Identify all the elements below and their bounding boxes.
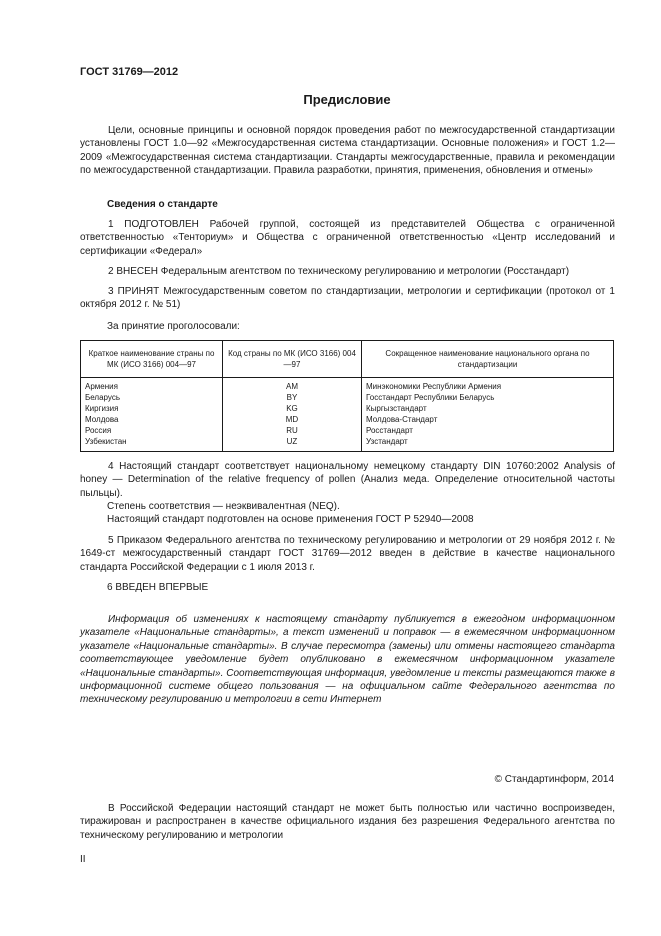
national-body-cell: Узстандарт	[366, 437, 408, 446]
code-cell: RU	[286, 426, 298, 435]
section-heading: Сведения о стандарте	[107, 199, 218, 210]
item-6-first-introduced: 6 ВВЕДЕН ВПЕРВЫЕ	[107, 582, 209, 593]
country-column	[81, 378, 223, 452]
item-2-introduced: 2 ВНЕСЕН Федеральным агентством по техническому регулированию и метрологии (Росстандарт)	[108, 266, 570, 277]
country-cell: Узбекистан	[85, 437, 127, 446]
item-3-adopted: 3 ПРИНЯТ Межгосударственным советом по стандартизации, метрологии и сертификации (протокол от 1 октября 2012 г. № 51)	[80, 286, 615, 311]
copyright-notice: © Стандартинформ, 2014	[494, 774, 614, 785]
item-4-basis: Настоящий стандарт подготовлен на основе применения ГОСТ Р 52940—2008	[107, 514, 474, 525]
code-cell: BY	[286, 393, 298, 402]
change-info-notice: Информация об изменениях к настоящему стандарту публикуется в ежегодном информационном указателе «Национальные стандарты», а текст изменений и поправок — в ежемесячном информационном указателе «Национальные стандарты». В случае пересмотра (замены) или отмены настоящего стандарта соответствующее уведомление будет опубликовано в ежемесячном информационном указателе «Национальные стандарты». Соответствующая информация, уведомление и тексты размещаются также в информационной системе общего пользования — на официальном сайте Федерального агентства по техническому регулированию и метрологии в сети Интернет	[80, 614, 615, 706]
page-title: Предисловие	[303, 92, 391, 107]
national-body-cell: Госстандарт Республики Беларусь	[366, 393, 495, 402]
header-national-body: Сокращенное наименование национального органа по стандартизации	[362, 341, 614, 378]
reproduction-restriction: В Российской Федерации настоящий стандарт не может быть полностью или частично воспроизведен, тиражирован и распространен в качестве официального издания без разрешения Федерального агентства по техническому регулированию и метрологии	[80, 803, 615, 841]
code-cell: UZ	[286, 437, 298, 446]
country-cell: Россия	[85, 426, 112, 435]
country-cell: Беларусь	[85, 393, 120, 402]
item-5-order: 5 Приказом Федерального агентства по техническому регулированию и метрологии от 29 ноября 2012 г. № 1649-ст межгосударственный стандарт ГОСТ 31769—2012 введен в действие в качестве национального стандарта Российской Федерации с 1 июля 2013 г.	[80, 535, 615, 573]
national-body-cell: Росстандарт	[366, 426, 413, 435]
voting-table	[80, 340, 614, 452]
national-body-cell: Молдова-Стандарт	[366, 415, 438, 424]
national-body-cell: Минэкономики Республики Армения	[366, 382, 502, 391]
country-cell: Киргизия	[85, 404, 119, 413]
vote-intro: За принятие проголосовали:	[107, 321, 240, 332]
document-code-header: ГОСТ 31769—2012	[80, 66, 179, 78]
code-cell: KG	[286, 404, 298, 413]
item-4-degree: Степень соответствия — неэквивалентная (NEQ).	[107, 501, 340, 512]
country-cell: Молдова	[85, 415, 119, 424]
item-4-correspondence: 4 Настоящий стандарт соответствует национальному немецкому стандарту DIN 10760:2002 Analysis of honey — Determination of the relative frequency of pollen (Анализ меда. Определение относительной частоты пыльцы).	[80, 461, 615, 499]
national-body-column	[362, 378, 614, 452]
country-cell: Армения	[85, 382, 118, 391]
intro-paragraph: Цели, основные принципы и основной порядок проведения работ по межгосударственной стандартизации установлены ГОСТ 1.0—92 «Межгосударственная система стандартизации. Основные положения» и ГОСТ 1.2—2009 «Межгосударственная система стандартизации. Стандарты межгосударственные, правила и рекомендации по межгосударственной стандартизации. Правила разработки, принятия, применения, обновления и отмены»	[80, 125, 615, 177]
header-code: Код страны по МК (ИСО 3166) 004—97	[223, 341, 362, 378]
page-number: II	[80, 854, 86, 865]
item-1-prepared: 1 ПОДГОТОВЛЕН Рабочей группой, состоящей из представителей Общества с ограниченной ответственностью «Тенториум» и Общества с ограниченной ответственностью «Центр исследований и сертификации «Федерал»	[80, 219, 615, 257]
header-country: Краткое наименование страны по МК (ИСО 3166) 004—97	[81, 341, 223, 378]
code-column	[223, 378, 362, 452]
table-row	[81, 378, 614, 452]
table-header-row	[81, 341, 614, 378]
code-cell: MD	[285, 415, 299, 424]
code-cell: AM	[286, 382, 298, 391]
national-body-cell: Кыргызстандарт	[366, 404, 427, 413]
